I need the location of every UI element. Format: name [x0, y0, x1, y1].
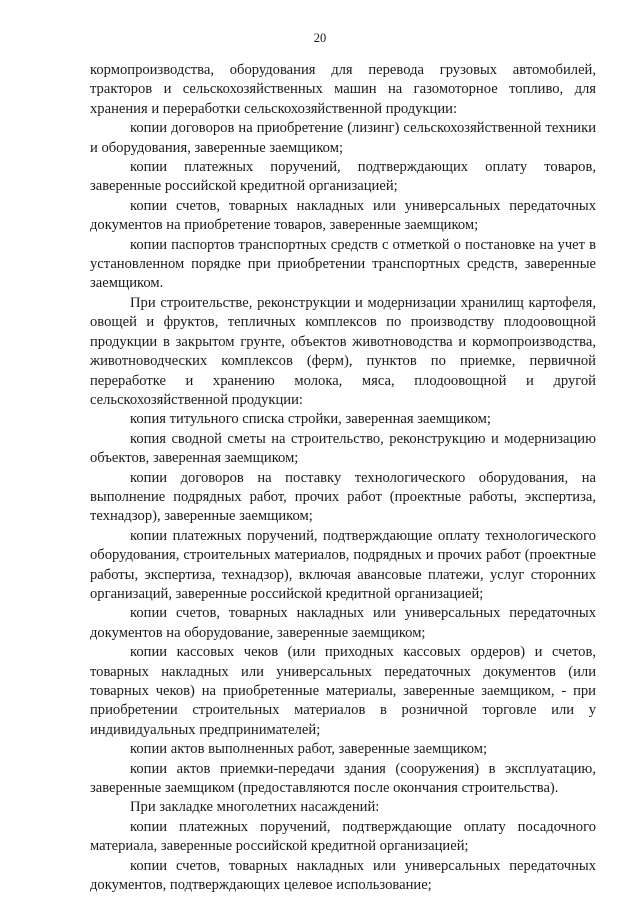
paragraph: копии платежных поручений, подтверждающие оплату технологического оборудования, строительных материалов, подрядных и прочих работ (проектные работы, экспертиза, технадзор), включая авансовые платежи, услуг сторонних организаций, заверенные российской кредитной организацией; [90, 527, 596, 602]
paragraph: копии счетов, товарных накладных или универсальных передаточных документов, подтверждающих целевое использование; [90, 857, 596, 894]
paragraph: копия сводной сметы на строительство, реконструкцию и модернизацию объектов, заверенная заемщиком; [90, 430, 596, 467]
paragraph: копии договоров на приобретение (лизинг) сельскохозяйственной техники и оборудования, заверенные заемщиком; [90, 120, 596, 156]
paragraph: копии договоров на поставку технологического оборудования, на выполнение подрядных работ, прочих работ (проектные работы, экспертиза, технадзор), заверенные заемщиком; [90, 469, 596, 525]
paragraph: При закладке многолетних насаждений: [130, 799, 380, 816]
paragraph: копии паспортов транспортных средств с отметкой о постановке на учет в установленном порядке при приобретении транспортных средств, заверенные заемщиком. [90, 236, 596, 292]
paragraph: копии актов выполненных работ, заверенные заемщиком; [130, 741, 488, 758]
page-number: 20 [313, 31, 327, 45]
paragraph: копия титульного списка стройки, заверенная заемщиком; [130, 411, 491, 428]
paragraph: копии кассовых чеков (или приходных кассовых ордеров) и счетов, товарных накладных или универсальных передаточных документов (или товарных чеков) на приобретенные материалы, заверенные заемщиком, - при приобретении строительных материалов в розничной торговле или у индивидуальных предпринимателей; [90, 644, 596, 738]
paragraph: копии счетов, товарных накладных или универсальных передаточных документов на оборудование, заверенные заемщиком; [90, 605, 596, 641]
paragraph: копии актов приемки-передачи здания (сооружения) в эксплуатацию, заверенные заемщиком (предоставляются после окончания строительства). [90, 760, 596, 797]
document-body [90, 61, 596, 895]
paragraph: кормопроизводства, оборудования для перевода грузовых автомобилей, тракторов и сельскохозяйственных машин на газомоторное топливо, для хранения и переработки сельскохозяйственной продукции: [90, 62, 596, 117]
paragraph: При строительстве, реконструкции и модернизации хранилищ картофеля, овощей и фруктов, тепличных комплексов по производству плодоовощной продукции в закрытом грунте, объектов животноводства и кормопроизводства, животноводческих комплексов (ферм), пунктов по приемке, первичной переработке и хранению молока, мяса, плодоовощной и другой сельскохозяйственной продукции: [90, 294, 596, 408]
paragraph: копии счетов, товарных накладных или универсальных передаточных документов на приобретение товаров, заверенные заемщиком; [90, 197, 596, 234]
paragraph: копии платежных поручений, подтверждающих оплату товаров, заверенные российской кредитной организацией; [90, 159, 596, 195]
paragraph: копии платежных поручений, подтверждающие оплату посадочного материала, заверенные российской кредитной организацией; [90, 818, 596, 855]
